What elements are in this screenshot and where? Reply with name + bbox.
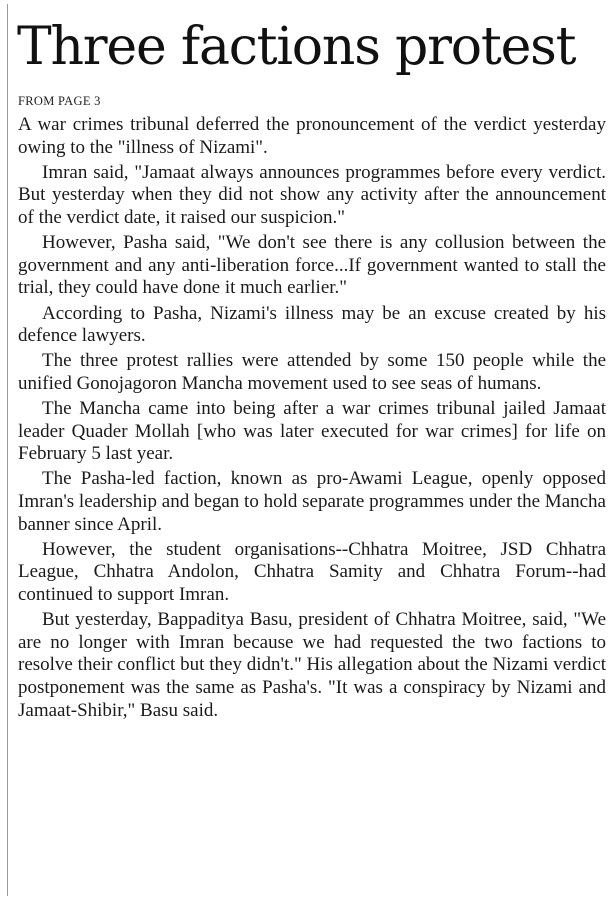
jump-line: FROM PAGE 3 [18,94,101,108]
headline: Three factions protest [17,17,576,77]
paragraph: Imran said, "Jamaat always announces programmes before every verdict. But yesterday when they did not show any activity after the announcement of the verdict date, it raised our suspicion." [18,161,606,228]
paragraph: However, Pasha said, "We don't see there is any collusion between the government and any anti-liberation force...If government wanted to stall the trial, they could have done it much earlier." [18,232,606,299]
paragraph: The Mancha came into being after a war crimes tribunal jailed Jamaat leader Quader Mollah [who was later executed for war crimes] for life on February 5 last year. [18,398,606,465]
paragraph: According to Pasha, Nizami's illness may be an excuse created by his defence lawyers. [18,302,606,347]
paragraph: However, the student organisations--Chhatra Moitree, JSD Chhatra League, Chhatra Andolon, Chhatra Samity and Chhatra Forum--had continued to support Imran. [18,538,606,606]
column-divider [7,4,8,896]
paragraph: The three protest rallies were attended by some 150 people while the unified Gonojagoron Mancha movement used to see seas of humans. [18,350,606,394]
paragraph: But yesterday, Bappaditya Basu, president of Chhatra Moitree, said, "We are no longer with Imran because we had requested the two factions to resolve their conflict but they didn't." His allegation about the Nizami verdict postponement was the same as Pasha's. "It was a conspiracy by Nizami and Jamaat-Shibir," Basu said. [18,609,606,721]
paragraph: A war crimes tribunal deferred the pronouncement of the verdict yesterday owing to the "illness of Nizami". [18,114,606,158]
paragraph: The Pasha-led faction, known as pro-Awami League, openly opposed Imran's leadership and began to hold separate programmes under the Mancha banner since April. [18,468,606,535]
article-body [18,114,606,725]
